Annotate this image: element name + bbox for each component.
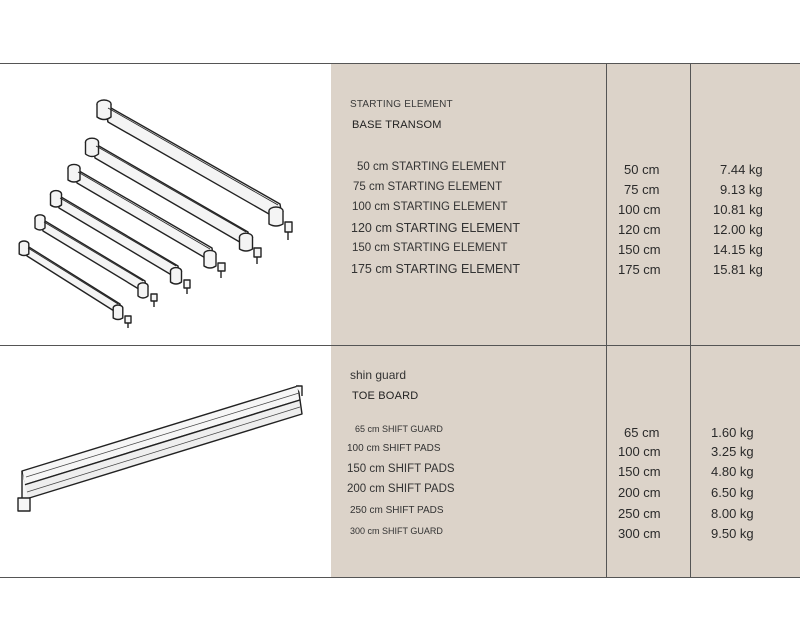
row-length: 75 cm [624, 182, 660, 197]
row-length: 175 cm [618, 262, 661, 277]
row-length: 65 cm [624, 425, 660, 440]
row-weight: 9.13 kg [720, 182, 763, 197]
row-label: 150 cm SHIFT PADS [347, 463, 455, 475]
toe-board-illustration [0, 346, 331, 577]
row-length: 100 cm [618, 202, 661, 217]
table-bottom-border [0, 577, 800, 578]
row-label: 300 cm SHIFT GUARD [350, 526, 443, 536]
row-weight: 10.81 kg [713, 202, 763, 217]
row-label: 75 cm STARTING ELEMENT [353, 181, 503, 193]
row-label: 120 cm STARTING ELEMENT [351, 221, 521, 235]
section-2-subtitle: shin guard [350, 368, 407, 382]
row-weight: 4.80 kg [711, 464, 754, 479]
row-label: 150 cm STARTING ELEMENT [352, 242, 508, 254]
product-table [0, 63, 800, 578]
row-weight: 12.00 kg [713, 222, 763, 237]
row-weight: 9.50 kg [711, 526, 754, 541]
row-label: 50 cm STARTING ELEMENT [357, 161, 507, 173]
row-weight: 8.00 kg [711, 506, 754, 521]
section-1-subtitle: STARTING ELEMENT [350, 99, 453, 110]
column-divider-weight [690, 63, 691, 578]
row-length: 100 cm [618, 444, 661, 459]
base-transom-image [0, 64, 331, 345]
row-weight: 1.60 kg [711, 425, 754, 440]
toe-board-image [0, 346, 331, 577]
row-length: 150 cm [618, 464, 661, 479]
row-length: 50 cm [624, 162, 660, 177]
row-label: 250 cm SHIFT PADS [350, 505, 444, 516]
row-label: 65 cm SHIFT GUARD [355, 424, 443, 434]
section-1-title: BASE TRANSOM [352, 119, 442, 131]
row-length: 300 cm [618, 526, 661, 541]
base-transom-illustration [0, 64, 331, 345]
row-label: 200 cm SHIFT PADS [347, 483, 455, 495]
row-label: 100 cm SHIFT PADS [347, 443, 441, 454]
row-weight: 7.44 kg [720, 162, 763, 177]
row-label: 100 cm STARTING ELEMENT [352, 201, 508, 213]
row-weight: 15.81 kg [713, 262, 763, 277]
row-length: 200 cm [618, 485, 661, 500]
row-length: 150 cm [618, 242, 661, 257]
column-divider-length [606, 63, 607, 578]
row-weight: 3.25 kg [711, 444, 754, 459]
row-weight: 14.15 kg [713, 242, 763, 257]
section-2-title: TOE BOARD [352, 390, 419, 402]
row-length: 120 cm [618, 222, 661, 237]
row-length: 250 cm [618, 506, 661, 521]
row-weight: 6.50 kg [711, 485, 754, 500]
row-label: 175 cm STARTING ELEMENT [351, 262, 521, 276]
